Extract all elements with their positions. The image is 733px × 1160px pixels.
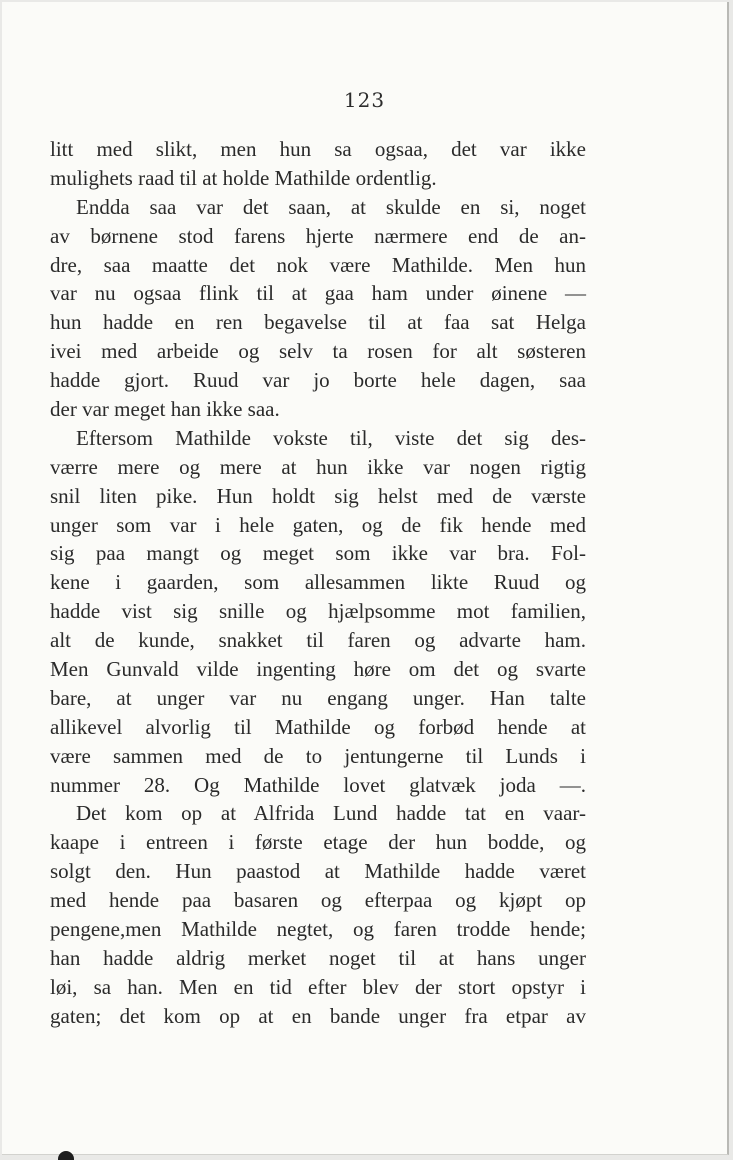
text-line: Det kom op at Alfrida Lund hadde tat en vaar- bbox=[76, 801, 586, 826]
text-line: av børnene stod farens hjerte nærmere end de an- bbox=[50, 223, 586, 248]
text-line: Men Gunvald vilde ingenting høre om det og svarte bbox=[50, 657, 586, 682]
text-line: dre, saa maatte det nok være Mathilde. Men hun bbox=[50, 252, 586, 277]
text-line: gaten; det kom op at en bande unger fra etpar av bbox=[50, 1003, 586, 1028]
text-line: Eftersom Mathilde vokste til, viste det sig des- bbox=[76, 425, 586, 450]
text-line: med hende paa basaren og efterpaa og kjøpt op bbox=[50, 888, 586, 913]
text-line: Endda saa var det saan, at skulde en si, noget bbox=[76, 194, 586, 219]
text-line: pengene,men Mathilde negtet, og faren trodde hende; bbox=[50, 917, 586, 942]
text-line: sig paa mangt og meget som ikke var bra. Fol- bbox=[50, 541, 586, 566]
book-page bbox=[2, 2, 729, 1155]
text-line: mulighets raad til at holde Mathilde ordentlig. bbox=[50, 165, 437, 190]
ink-blot bbox=[58, 1151, 74, 1160]
text-line: nummer 28. Og Mathilde lovet glatvæk joda —. bbox=[50, 772, 586, 797]
text-line: allikevel alvorlig til Mathilde og forbød hende at bbox=[50, 714, 586, 739]
text-line: bare, at unger var nu engang unger. Han talte bbox=[50, 685, 586, 710]
text-line: var nu ogsaa flink til at gaa ham under øinene — bbox=[50, 281, 586, 306]
text-line: hun hadde en ren begavelse til at faa sat Helga bbox=[50, 310, 586, 335]
text-line: hadde gjort. Ruud var jo borte hele dagen, saa bbox=[50, 368, 586, 393]
page-number: 123 bbox=[343, 88, 386, 112]
text-line: unger som var i hele gaten, og de fik hende med bbox=[50, 512, 586, 537]
text-line: litt med slikt, men hun sa ogsaa, det var ikke bbox=[50, 137, 586, 161]
text-line: alt de kunde, snakket til faren og advarte ham. bbox=[50, 628, 586, 653]
text-line: være sammen med de to jentungerne til Lunds i bbox=[50, 743, 586, 768]
text-line: kene i gaarden, som allesammen likte Ruud og bbox=[50, 570, 586, 595]
text-line: solgt den. Hun paastod at Mathilde hadde været bbox=[50, 859, 586, 884]
text-line: løi, sa han. Men en tid efter blev der stort opstyr i bbox=[50, 974, 586, 999]
text-line: ivei med arbeide og selv ta rosen for alt søsteren bbox=[50, 339, 586, 364]
text-line: værre mere og mere at hun ikke var nogen rigtig bbox=[50, 454, 586, 479]
text-line: hadde vist sig snille og hjælpsomme mot familien, bbox=[50, 599, 586, 624]
text-line: snil liten pike. Hun holdt sig helst med de værste bbox=[50, 483, 586, 508]
text-line: kaape i entreen i første etage der hun bodde, og bbox=[50, 830, 586, 855]
body-text bbox=[50, 135, 586, 1031]
text-line: han hadde aldrig merket noget til at hans unger bbox=[50, 945, 586, 970]
text-line: der var meget han ikke saa. bbox=[50, 397, 280, 422]
